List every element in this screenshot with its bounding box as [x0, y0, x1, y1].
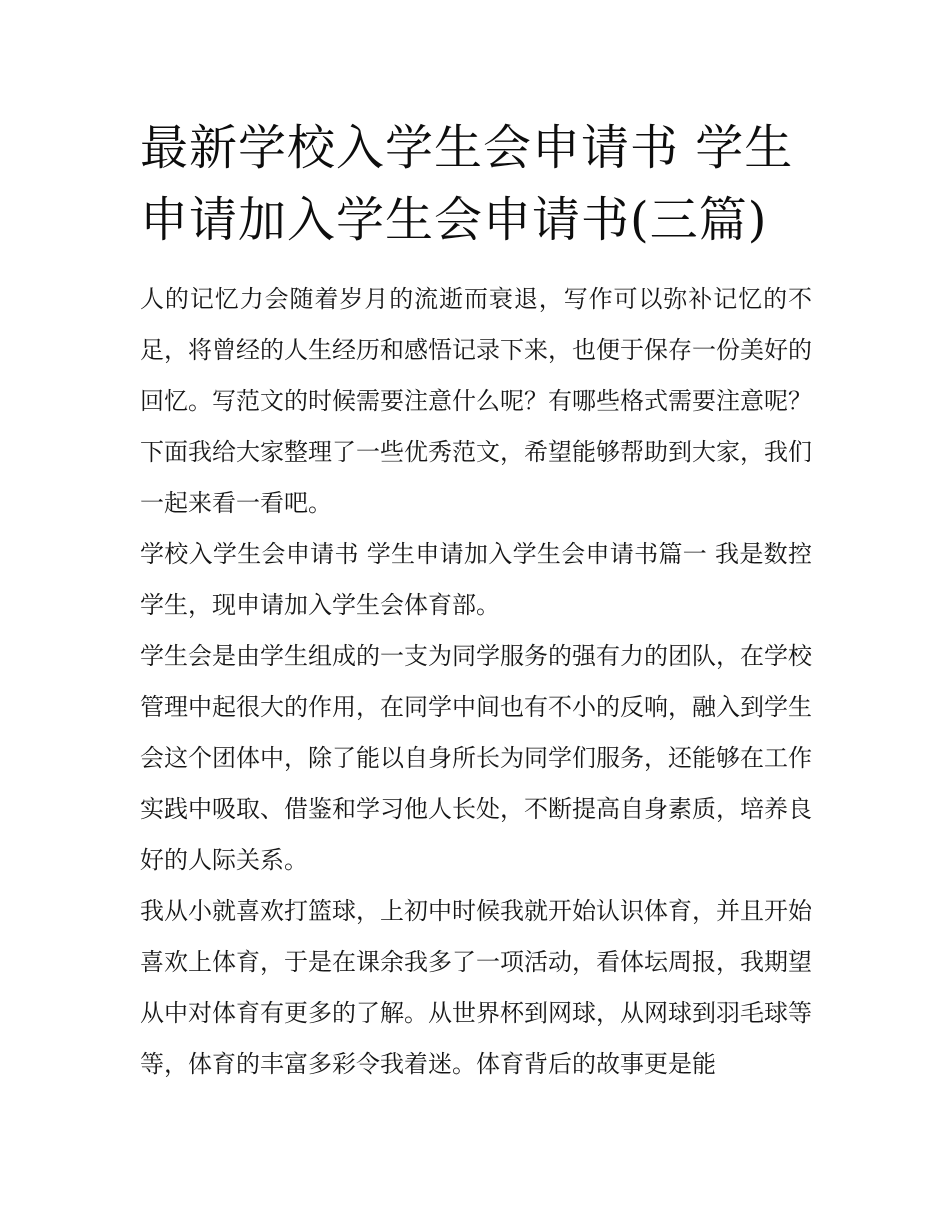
paragraph-student-union: 学生会是由学生组成的一支为同学服务的强有力的团队，在学校管理中起很大的作用，在同学中间也有不小的反响，融入到学生会这个团体中，除了能以自身所长为同学们服务，还能够在工作实践中吸取、借鉴和学习他人长处，不断提高自身素质，培养良好的人际关系。	[140, 642, 812, 874]
paragraph-application-intro: 学校入学生会申请书 学生申请加入学生会申请书篇一 我是数控学生，现申请加入学生会体育部。	[140, 540, 812, 619]
paragraph-intro: 人的记忆力会随着岁月的流逝而衰退，写作可以弥补记忆的不足，将曾经的人生经历和感悟记录下来，也便于保存一份美好的回忆。写范文的时候需要注意什么呢？有哪些格式需要注意呢？下面我给大家整理了一些优秀范文，希望能够帮助到大家，我们一起来看一看吧。	[140, 285, 812, 517]
paragraph-sports-interest: 我从小就喜欢打篮球，上初中时候我就开始认识体育，并且开始喜欢上体育，于是在课余我多了一项活动，看体坛周报，我期望从中对体育有更多的了解。从世界杯到网球，从网球到羽毛球等等，体育的丰富多彩令我着迷。体育背后的故事更是能	[140, 897, 812, 1078]
document-content	[140, 112, 812, 1090]
document-title: 最新学校入学生会申请书 学生申请加入学生会申请书(三篇)	[140, 120, 794, 248]
